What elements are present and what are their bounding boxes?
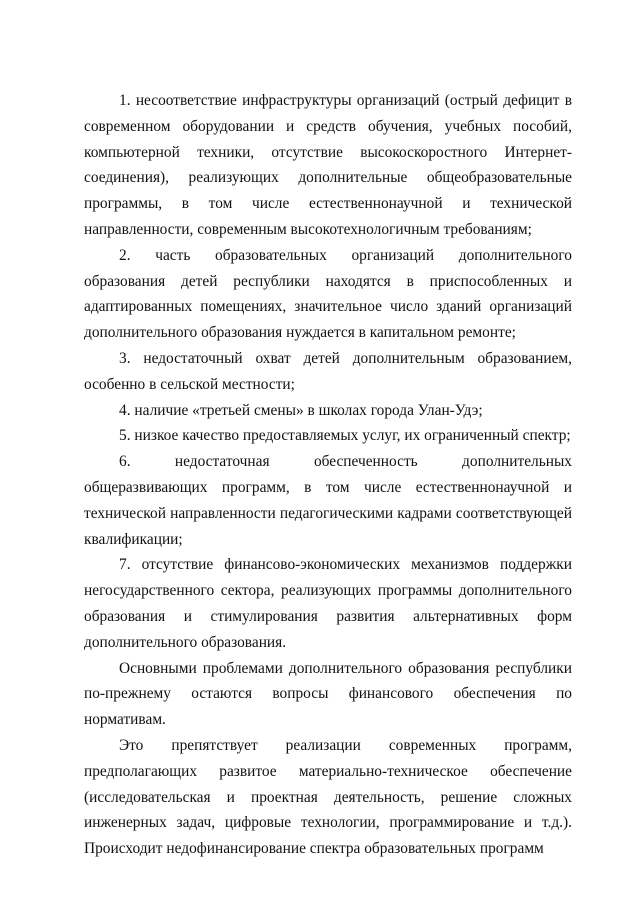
list-item-2: 2. часть образовательных организаций дополнительного образования детей республики находятся в приспособленных и адаптированных помещениях, значительное число зданий организаций дополнительного образования нуждается в капитальном ремонте; <box>84 246 572 342</box>
list-item-4: 4. наличие «третьей смены» в школах города Улан-Удэ; <box>119 401 483 419</box>
paragraph-main-problems: Основными проблемами дополнительного образования республики по-прежнему остаются вопросы финансового обеспечения по нормативам. <box>84 659 572 729</box>
paragraph-consequences: Это препятствует реализации современных программ, предполагающих развитое материально-техническое обеспечение (исследовательская и проектная деятельность, решение сложных инженерных задач, цифровые технологии, программирование и т.д.). Происходит недофинансирование спектра образовательных программ <box>84 736 572 858</box>
list-item-6: 6. недостаточная обеспеченность дополнительных общеразвивающих программ, в том числе естественнонаучной и технической направленности педагогическими кадрами соответствующей квалификации; <box>84 453 572 548</box>
list-item-3: 3. недостаточный охват детей дополнительным образованием, особенно в сельской местности; <box>84 349 572 393</box>
list-item-5: 5. низкое качество предоставляемых услуг, их ограниченный спектр; <box>119 427 571 445</box>
document-body <box>84 88 572 862</box>
list-item-1: 1. несоответствие инфраструктуры организаций (острый дефицит в современном оборудовании и средств обучения, учебных пособий, компьютерной техники, отсутствие высокоскоростного Интернет-соединения), реализующих дополнительные общеобразовательные программы, в том числе естественнонаучной и технической направленности, современным высокотехнологичным требованиям; <box>84 92 572 238</box>
list-item-7: 7. отсутствие финансово-экономических механизмов поддержки негосударственного сектора, реализующих программы дополнительного образования и стимулирования развития альтернативных форм дополнительного образования. <box>84 556 572 651</box>
